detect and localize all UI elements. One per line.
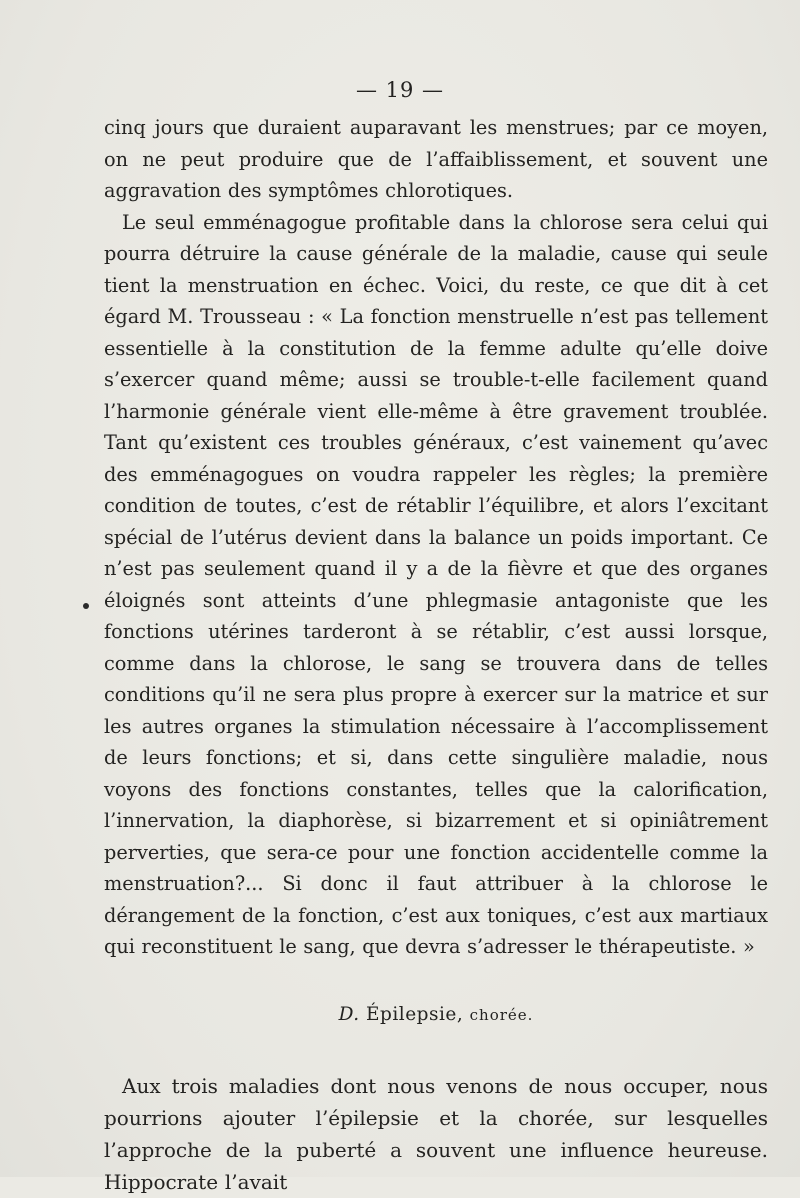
paragraph-epilepsy: Aux trois maladies dont nous venons de nous occuper, nous pourrions ajouter l’épilepsie et la chorée, sur lesquelles l’approche de la puberté a souvent une influence heureuse. Hippocrate l’avait (104, 1073, 768, 1194)
paragraph-trousseau-quote: Le seul emménagogue profitable dans la chlorose sera celui qui pourra détruire la cause générale de la maladie, cause qui seule tient la menstruation en échec. Voici, du reste, ce que dit à cet égard M. Trousseau : « La fonction menstruelle n’est pas tellement essentielle à la constitution de la femme adulte qu’elle doive s’exercer quand même; aussi se trouble-t-elle facilement quand l’harmonie générale vient elle-même à être gravement troublée. Tant qu’existent ces troubles généraux, c’est vainement qu’avec des emménagogues on voudra rappeler les règles; la première condition de toutes, c’est de rétablir l’équilibre, et alors l’excitant spécial de l’utérus devient dans la balance un poids important. Ce n’est pas seulement quand il y a de la fièvre et que des organes éloignés sont atteints d’une phlegmasie antagoniste que les fonctions utérines tarderont à se rétablir, c’est aussi lorsque, comme dans la chlorose, le sang se trouvera dans de telles conditions qu’il ne sera plus propre à exercer sur la matrice et sur les autres organes la stimulation nécessaire à l’accomplissement de leurs fonctions; et si, dans cette singulière maladie, nous voyons des fonctions constantes, telles que la calorification, l’innervation, la diaphorèse, si bizarrement et si opiniâtrement perverties, que sera-ce pour une fonction accidentelle comme la menstruation?... Si donc il faut attribuer à la chlorose le dérangement de la fonction, c’est aux toniques, c’est aux martiaux qui reconstituent le sang, que devra s’adresser le thérapeutiste. » (104, 210, 768, 958)
section-letter: D. (338, 1003, 360, 1025)
ink-spot (83, 603, 89, 609)
body-text (104, 112, 768, 1198)
section-title-separator: , (456, 1003, 464, 1025)
section-title-second: chorée. (469, 1005, 534, 1024)
section-heading (104, 1004, 768, 1025)
section-title-main: Épilepsie (366, 1003, 457, 1025)
page-number: — 19 — (355, 78, 445, 102)
paragraph-continuation: cinq jours que duraient auparavant les menstrues; par ce moyen, on ne peut produire que de l’affaiblissement, et souvent une aggravation des symptômes chlorotiques. (104, 116, 768, 202)
